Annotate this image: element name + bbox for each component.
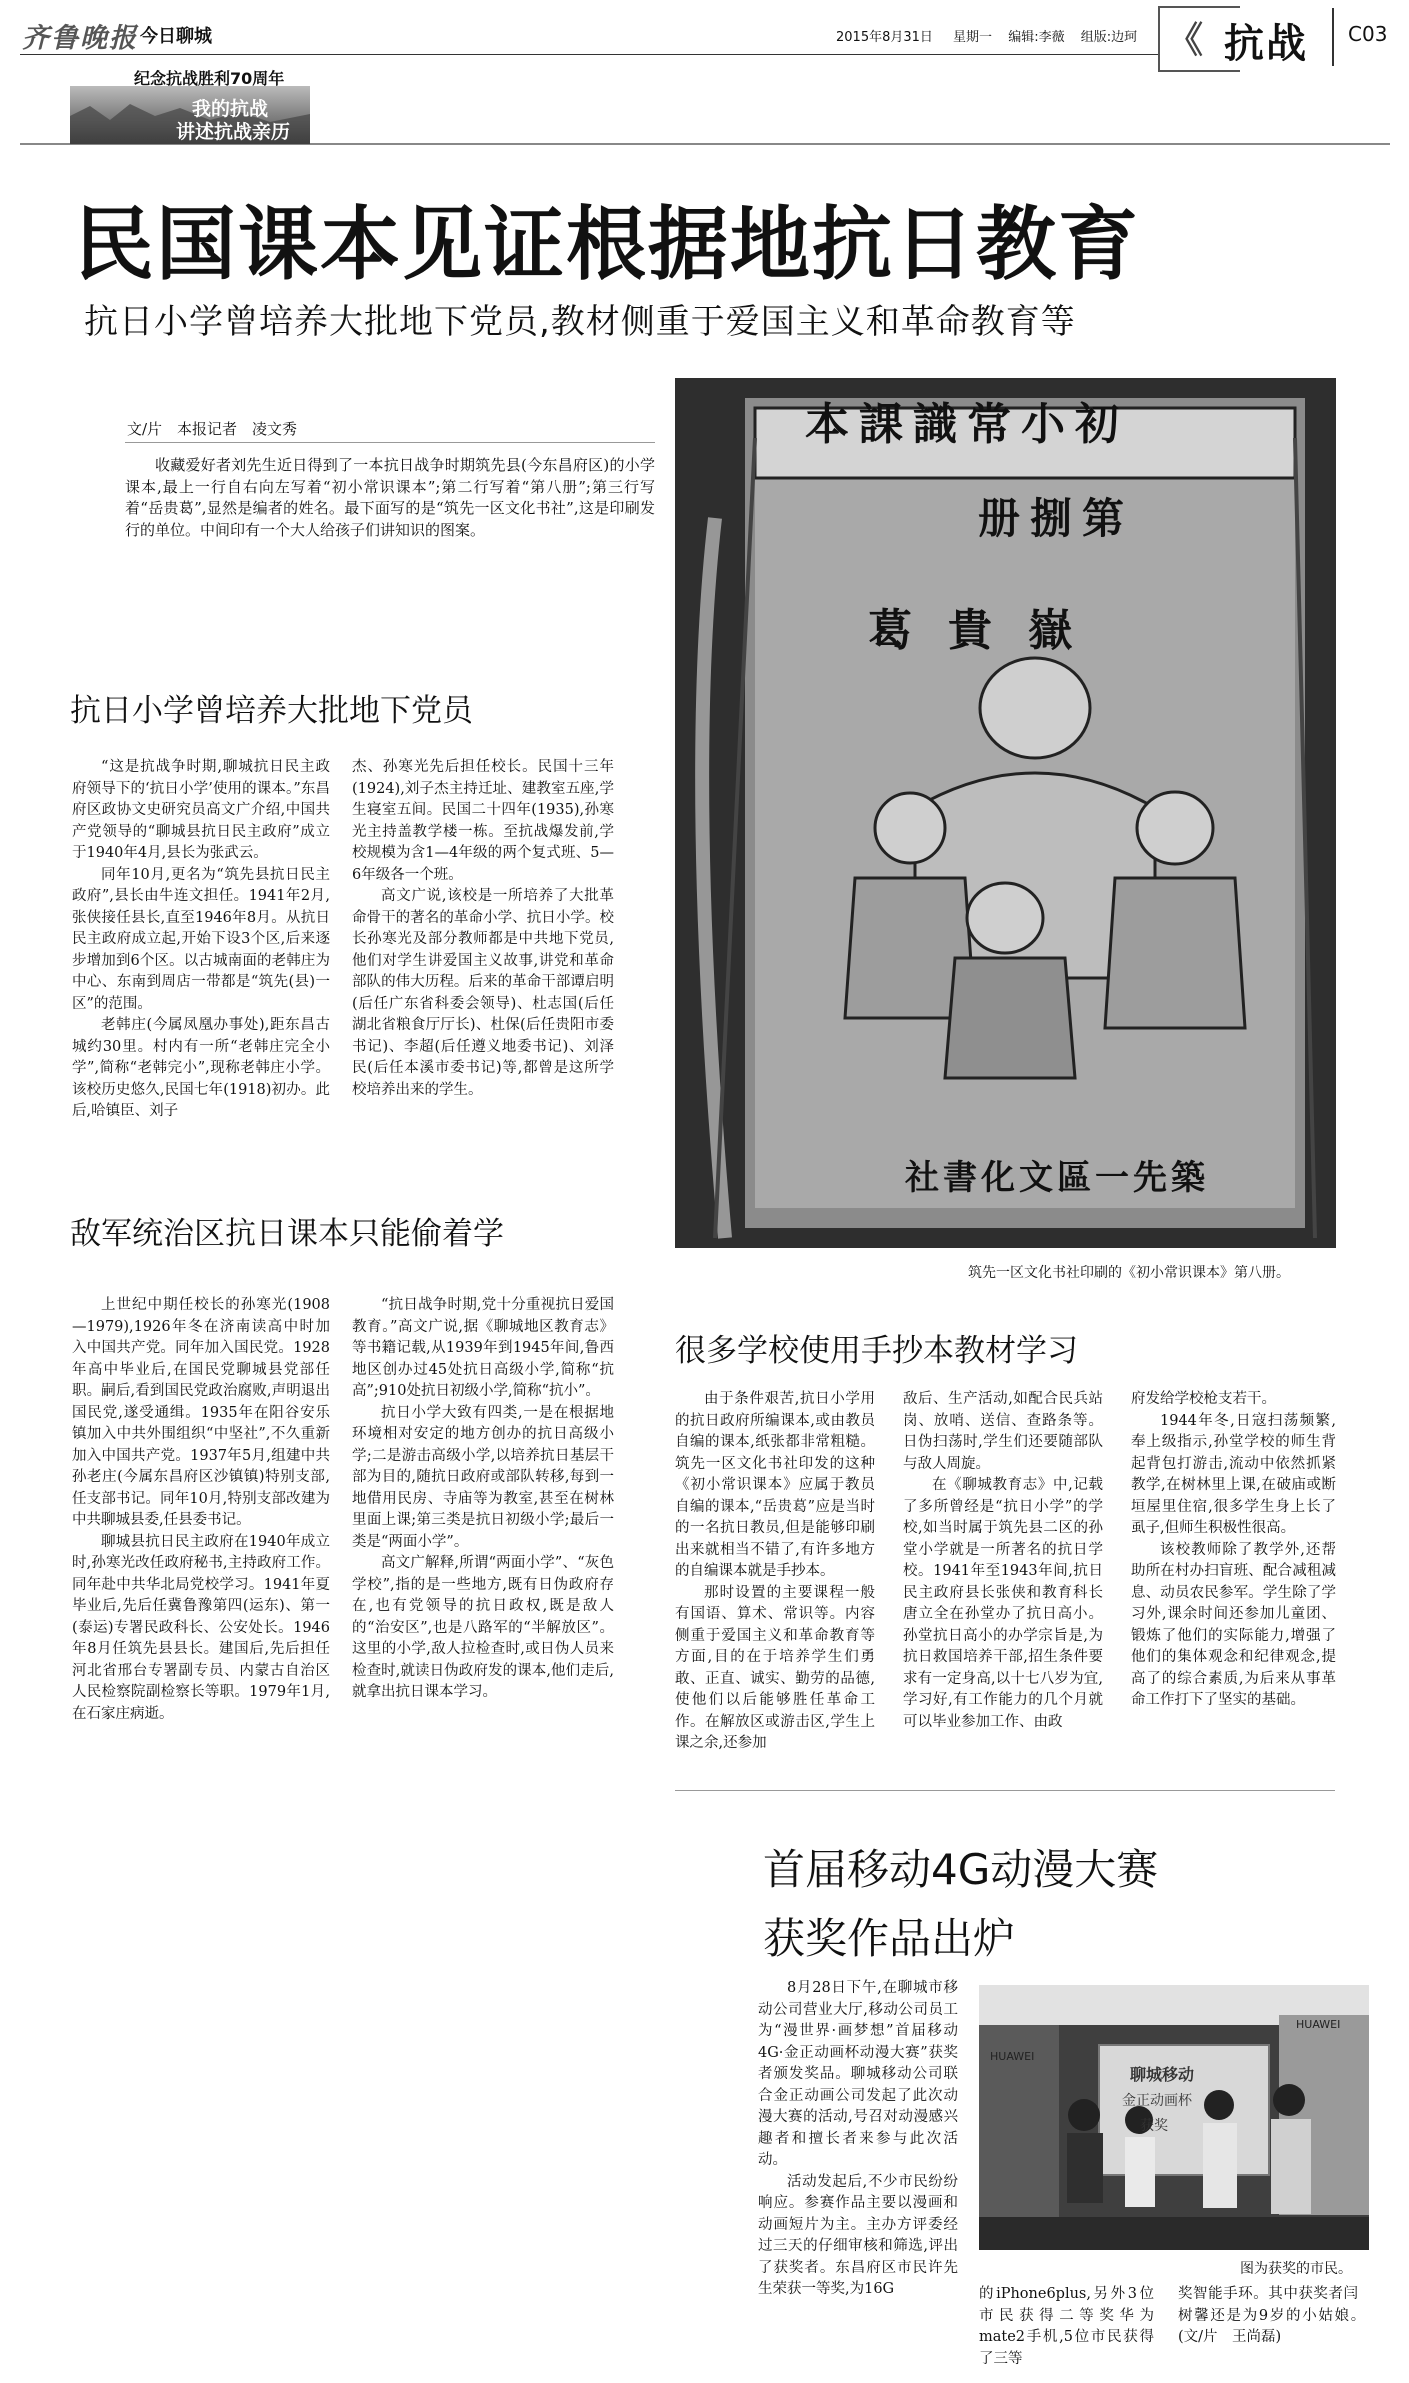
chevrons-icon: 《 [1167,20,1204,61]
sub-headline: 抗日小学曾培养大批地下党员,教材侧重于爱国主义和革命教育等 [84,302,1076,342]
weekday: 星期一 [953,30,993,45]
section1-col2 [352,757,614,1157]
section3-col1 [675,1389,875,1769]
paragraph: 杰、孙寒光先后担任校长。民国十三年(1924),刘子杰主持迁址、建教室五座,学生寝室五间。民国二十四年(1935),孙寒光主持盖教学楼一栋。至抗战爆发前,学校规模为含1—4年级的两个复式班、5—6年级各一个班。 [352,759,614,883]
banner-line3: 讲述抗战亲历 [176,121,291,143]
section2-col1 [72,1295,330,1722]
article2-col1 [758,1978,958,2378]
article2-title-line2: 获奖作品出炉 [763,1914,1016,1963]
article2-divider [675,1790,1335,1791]
masthead: 齐鲁晚报 [22,23,138,54]
section2-heading: 敌军统治区抗日课本只能偷着学 [70,1216,504,1252]
paragraph: 高文广解释,所谓“两面小学”、“灰色学校”,指的是一些地方,既有日伪政府存在,也有党领导的抗日政权,既是敌人的“治安区”,也是八路军的“半解放区”。这里的小学,敌人拉检查时,或日伪人员来检查时,就读日伪政府发的课本,他们走后,就拿出抗日课本学习。 [352,1555,614,1700]
paragraph: 上世纪中期任校长的孙寒光(1908—1979),1926年冬在济南读高中时加入中国共产党。同年加入国民党。1928年高中毕业后,在国民党聊城县党部任职。嗣后,看到国民党政治腐败,声明退出国民党,遂受通缉。1935年在阳谷安乐镇加入中共外围组织“中坚社”,不久重新加入中国共产党。1937年5月,组建中共孙老庄(今属东昌府区沙镇镇)特别支部,任支部书记。同年10月,特别支部改建为中共聊城县委,任县委书记。 [72,1297,330,1528]
paragraph: 8月28日下午,在聊城市移动公司营业大厅,移动公司员工为“漫世界·画梦想”首届移动4G·金正动画杯动漫大赛”获奖者颁发奖品。聊城移动公司联合金正动画公司发起了此次动漫大赛的活动,号召对动漫感兴趣者和擅长者来参与此次活动。 [758,1980,958,2168]
sign-line1: 聊城移动 [1130,2065,1195,2084]
layout-editor: 组版:边珂 [1080,30,1138,45]
editor: 编辑:李薇 [1008,30,1065,45]
brand-right: HUAWEI [1296,2018,1341,2031]
sign-line3: 获奖 [1140,2118,1168,2134]
section1-col1 [72,757,330,1157]
paragraph: 老韩庄(今属凤凰办事处),距东昌古城约30里。村内有一所“老韩庄完全小学”,简称“老韩完小”,现称老韩庄小学。该校历史悠久,民国七年(1918)初办。此后,哈镇臣、刘子 [72,1017,330,1119]
column-title: 抗战 [1224,21,1308,67]
paragraph: “抗日战争时期,党十分重视抗日爱国教育。”高文广说,据《聊城地区教育志》等书籍记载,从1939年到1945年间,鲁西地区创办过45处抗日高级小学,简称“抗高”;910处抗日初级小学,简称“抗小”。 [352,1297,614,1399]
award-photo-caption: 图为获奖的市民。 [1240,2261,1352,2277]
banner-line2: 我的抗战 [192,98,269,120]
paragraph: 敌后、生产活动,如配合民兵站岗、放哨、送信、查路条等。日伪扫荡时,学生们还要随部队与敌人周旋。 [903,1391,1103,1472]
paragraph: 1944年冬,日寇扫荡频繁,奉上级指示,孙堂学校的师生背起背包打游击,流动中依然抓紧教学,在树林里上课,在破庙或断垣屋里住宿,很多学生身上长了虱子,但师生积极性很高。 [1131,1412,1336,1536]
cover-volume: 册捌第 [978,494,1135,543]
paragraph: 由于条件艰苦,抗日小学用的抗日政府所编课本,或由教员自编的课本,纸张都非常粗糙。筑先一区文化书社印发的这种《初小常识课本》应属于教员自编的课本,“岳贵葛”应是当时的一名抗日教员,但是能够印刷出来就相当不错了,有许多地方的自编课本就是手抄本。 [675,1391,875,1579]
header-rule [20,54,1158,55]
paragraph: 的iPhone6plus,另外3位市民获得二等奖华为mate2手机,5位市民获得了三等 [979,2286,1154,2367]
brand-left: HUAWEI [990,2050,1035,2063]
sign-line2: 金正动画杯 [1122,2093,1192,2109]
paragraph: 在《聊城教育志》中,记载了多所曾经是“抗日小学”的学校,如当时属于筑先县二区的孙堂小学就是一所著名的抗日学校。1941年至1943年间,抗日民主政府县长张侠和教育科长唐立全在孙堂办了抗日高小。孙堂抗日高小的办学宗旨是,为抗日救国培养干部,招生条件要求有一定身高,以十七八岁为宜,学习好,有工作能力的几个月就可以毕业参加工作、由政 [903,1477,1103,1730]
article2-col3 [1178,2284,1373,2379]
main-headline: 民国课本见证根据地抗日教育 [74,198,1140,291]
section3-col3 [1131,1389,1336,1769]
page-number: C03 [1348,22,1388,46]
article2-title-line1: 首届移动4G动漫大赛 [763,1845,1159,1894]
lead-text: 收藏爱好者刘先生近日得到了一本抗日战争时期筑先县(今东昌府区)的小学课本,最上一行自右向左写着“初小常识课本”;第二行写着“第八册”;第三行写着“岳贵葛”,显然是编者的姓名。最下面写的是“筑先一区文化书社”,这是印刷发行的单位。中间印有一个大人给孩子们讲知识的图案。 [125,456,655,539]
section3-heading: 很多学校使用手抄本教材学习 [675,1333,1078,1369]
paragraph: 抗日小学大致有四类,一是在根据地环境相对安定的地方创办的抗日高级小学;二是游击高级小学,以培养抗日基层干部为目的,随抗日政府或部队转移,每到一地借用民房、寺庙等为教室,甚至在树林里面上课;第三类是抗日初级小学;最后一类是“两面小学”。 [352,1404,614,1550]
paragraph: 聊城县抗日民主政府在1940年成立时,孙寒光改任政府秘书,主持政府工作。同年赴中共华北局党校学习。1941年夏毕业后,先后任冀鲁豫第四(运东)、第一(泰运)专署民政科长、公安处长。1946年8月任筑先县县长。建国后,先后担任河北省邢台专署副专员、内蒙古自治区人民检察院副检察长等职。1979年1月,在石家庄病逝。 [72,1533,330,1722]
date: 2015年8月31日 [836,30,933,45]
header-divider [1332,8,1334,66]
paragraph: “这是抗战争时期,聊城抗日民主政府领导下的‘抗日小学’使用的课本。”东昌府区政协文史研究员高文广介绍,中国共产党领导的“聊城县抗日民主政府”成立于1940年4月,县长为张武云。 [72,759,330,861]
cover-author: 葛貴嶽 [868,605,1108,656]
lead-paragraph [125,455,655,605]
photo-caption: 筑先一区文化书社印刷的《初小常识课本》第八册。 [968,1265,1290,1281]
paragraph: 奖智能手环。其中获奖者闫树馨还是为9岁的小姑娘。 (文/片 王尚磊) [1178,2286,1373,2345]
paragraph: 高文广说,该校是一所培养了大批革命骨干的著名的革命小学、抗日小学。校长孙寒光及部分教师都是中共地下党员,他们对学生讲爱国主义故事,讲党和革命部队的伟大历程。后来的革命干部谭启明(后任广东省科委会领导)、杜志国(后任湖北省粮食厅厅长)、杜保(后任贵阳市委书记)、李超(后任遵义地委书记)、刘泽民(后任本溪市委书记)等,都曾是这所学校培养出来的学生。 [352,888,614,1098]
paragraph: 该校教师除了教学外,还帮助所在村办扫盲班、配合减租减息、动员农民参军。学生除了学习外,课余时间还参加儿童团、锻炼了他们的实际能力,增强了他们的集体观念和纪律观念,提高了的综合素质,为后来从事革命工作打下了坚实的基础。 [1131,1541,1336,1708]
paragraph: 同年10月,更名为“筑先县抗日民主政府”,县长由牛连文担任。1941年2月,张侠接任县长,直至1946年8月。从抗日民主政府成立起,开始下设3个区,后来逐步增加到6个区。以古城南面的老韩庄为中心、东南到周店一带都是“筑先(县)一区”的范围。 [72,866,330,1012]
article2-col2 [979,2284,1154,2379]
banner-line1: 纪念抗战胜利70周年 [134,69,285,88]
paragraph: 活动发起后,不少市民纷纷响应。参赛作品主要以漫画和动画短片为主。主办方评委经过三天的仔细审核和筛选,评出了获奖者。东昌府区市民许先生荣获一等奖,为16G [758,2173,958,2297]
paragraph: 府发给学校枪支若干。 [1131,1391,1276,1407]
cover-publisher: 社書化文區一先築 [905,1158,1209,1198]
section1-heading: 抗日小学曾培养大批地下党员 [70,693,473,729]
byline-rule [125,442,655,443]
section-name: 今日聊城 [140,26,212,47]
header-date [836,26,1137,45]
cover-title: 本課識常小初 [805,399,1129,450]
byline: 文/片 本报记者 凌文秀 [127,420,298,438]
section3-col2 [903,1389,1103,1769]
section2-col2 [352,1295,614,1715]
paragraph: 那时设置的主要课程一般有国语、算术、常识等。内容侧重于爱国主义和革命教育等方面,目的在于培养学生们勇敢、正直、诚实、勤劳的品德,使他们以后能够胜任革命工作。在解放区或游击区,学生上课之余,还参加 [675,1584,875,1751]
